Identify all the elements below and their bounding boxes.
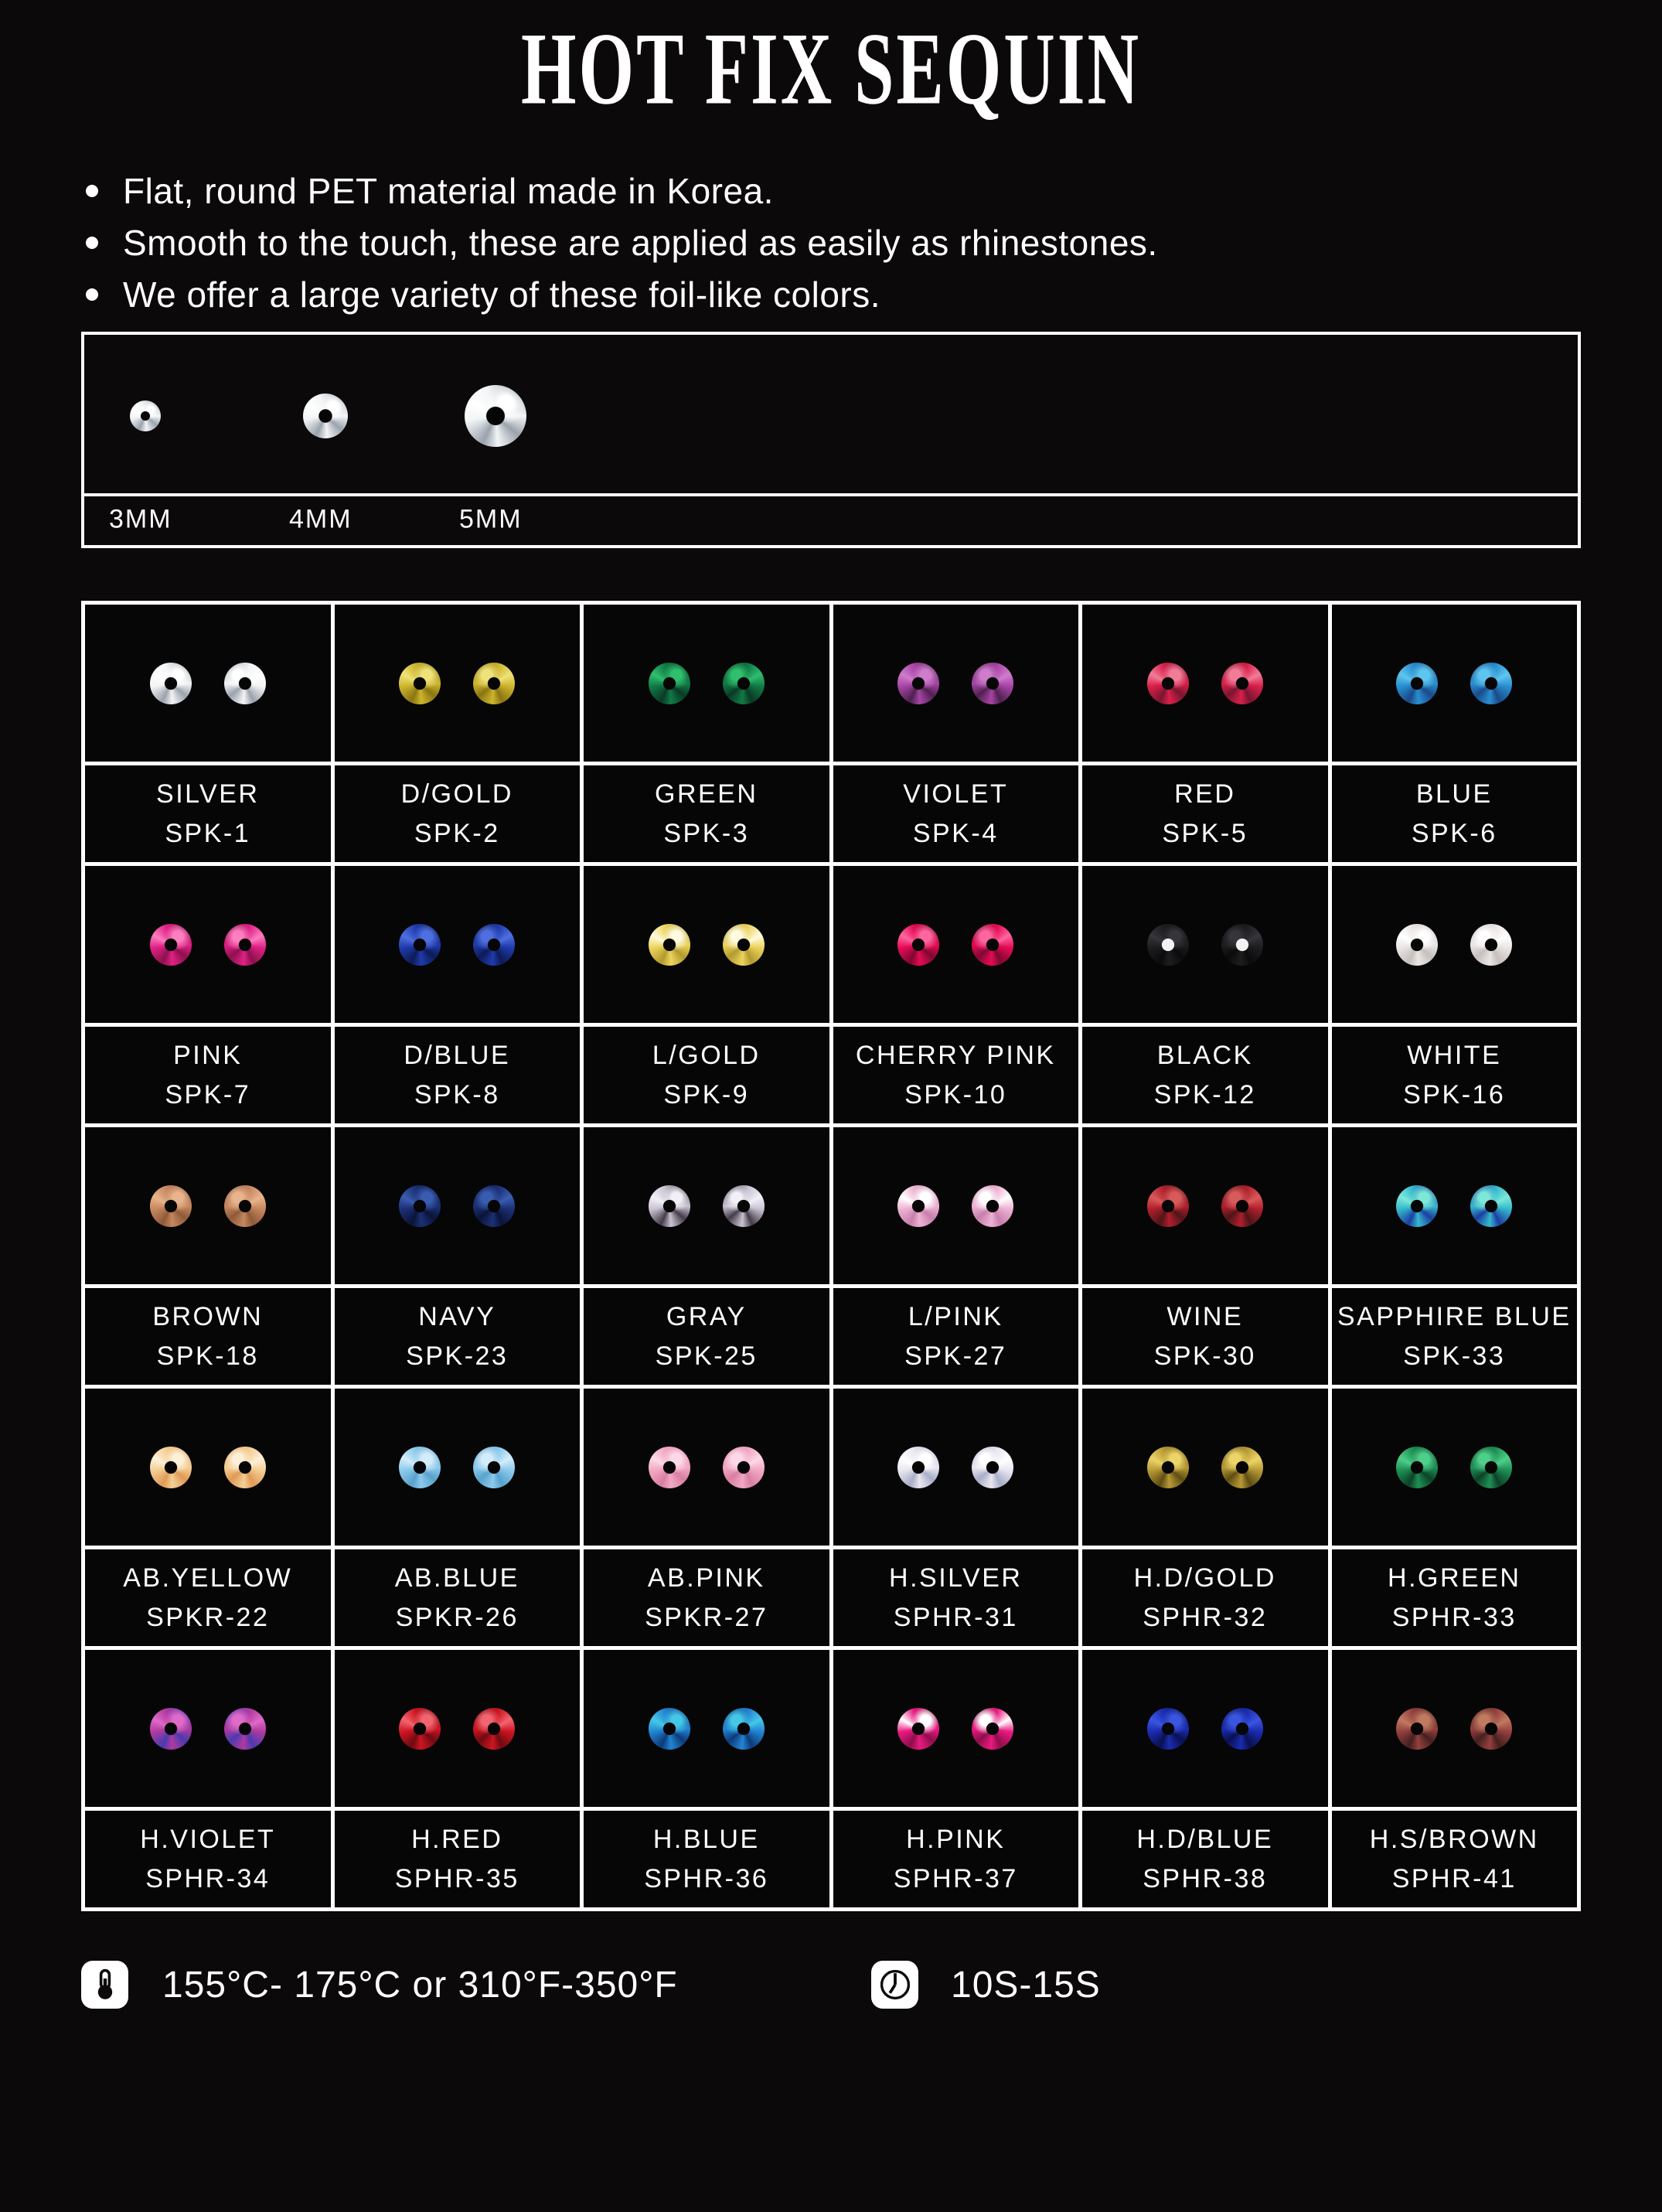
swatch-label-spk-27 [833,1288,1079,1385]
color-code: SPK-5 [1162,818,1248,848]
swatch-label-sphr-34 [85,1811,331,1907]
sequin-swatch-spk-7 [85,866,331,1023]
color-code: SPK-12 [1153,1079,1256,1109]
color-name: CHERRY PINK [855,1040,1056,1070]
sequin-sample-5mm [465,385,526,447]
color-name: H.D/BLUE [1136,1824,1274,1854]
sequin-sample [649,663,690,704]
sequin-sample [649,1447,690,1488]
temperature-range: 155°C- 175°C or 310°F-350°F [162,1965,678,2006]
sequin-sample [1470,663,1512,704]
sequin-swatch-spkr-27 [584,1389,829,1546]
sequin-swatch-spk-25 [584,1127,829,1284]
sequin-sample [399,663,441,704]
sequin-swatch-spk-16 [1332,866,1578,1023]
sequin-swatch-sphr-35 [335,1650,581,1807]
swatch-label-sphr-32 [1082,1549,1328,1646]
sequin-swatch-sphr-41 [1332,1650,1578,1807]
swatch-label-spk-33 [1332,1288,1578,1385]
color-name: BROWN [152,1301,264,1331]
color-name: BLACK [1156,1040,1253,1070]
swatch-label-spk-25 [584,1288,829,1385]
color-code: SPK-4 [912,818,999,848]
sequin-sample [399,924,441,966]
sequin-sample [150,924,192,966]
color-code: SPHR-35 [394,1863,519,1893]
sequin-sample [1147,1447,1189,1488]
sequin-swatch-spkr-22 [85,1389,331,1546]
swatch-label-spk-10 [833,1027,1079,1123]
sequin-sample [972,1708,1013,1750]
size-chart-samples [84,335,1578,493]
color-name: SAPPHIRE BLUE [1337,1301,1572,1331]
swatch-label-sphr-41 [1332,1811,1578,1907]
thermometer-icon [81,1961,128,2009]
swatch-label-spk-6 [1332,765,1578,862]
swatch-label-spk-16 [1332,1027,1578,1123]
sequin-sample [1396,1185,1438,1227]
sequin-swatch-spk-9 [584,866,829,1023]
color-code: SPKR-27 [645,1602,768,1632]
sequin-swatch-spk-10 [833,866,1079,1023]
swatch-label-spkr-27 [584,1549,829,1646]
sequin-swatch-spk-4 [833,605,1079,762]
sequin-sample [649,1185,690,1227]
sequin-sample [1221,1447,1263,1488]
color-code: SPHR-31 [893,1602,1018,1632]
swatch-label-spk-12 [1082,1027,1328,1123]
sequin-swatch-spk-3 [584,605,829,762]
sequin-sample [1147,924,1189,966]
sequin-swatch-spk-30 [1082,1127,1328,1284]
sequin-sample [224,924,266,966]
color-name: L/PINK [908,1301,1003,1331]
sequin-sample [723,663,765,704]
color-code: SPHR-38 [1143,1863,1268,1893]
sequin-swatch-spk-5 [1082,605,1328,762]
sequin-sample [224,1708,266,1750]
sequin-sample [723,1185,765,1227]
color-name: H.PINK [906,1824,1006,1854]
sequin-swatch-sphr-33 [1332,1389,1578,1546]
color-name: H.SILVER [889,1563,1023,1593]
sequin-sample [1396,1708,1438,1750]
application-info [81,1961,1581,2010]
color-name: WHITE [1407,1040,1502,1070]
swatch-label-sphr-38 [1082,1811,1328,1907]
sequin-sample [723,1447,765,1488]
sequin-sample [897,663,939,704]
sequin-swatch-spk-33 [1332,1127,1578,1284]
sequin-swatch-sphr-32 [1082,1389,1328,1546]
sequin-swatch-spk-23 [335,1127,581,1284]
feature-bullets [81,165,1581,321]
swatch-label-sphr-36 [584,1811,829,1907]
color-code: SPK-23 [406,1341,509,1371]
color-name: D/BLUE [404,1040,511,1070]
color-code: SPK-1 [165,818,251,848]
swatch-label-sphr-35 [335,1811,581,1907]
sequin-swatch-sphr-38 [1082,1650,1328,1807]
color-name: RED [1174,779,1236,809]
color-name: L/GOLD [652,1040,761,1070]
sequin-sample [224,663,266,704]
color-code: SPK-9 [663,1079,750,1109]
color-name: H.GREEN [1388,1563,1521,1593]
sequin-sample [1221,663,1263,704]
sequin-swatch-spk-27 [833,1127,1079,1284]
sequin-sample [1396,1447,1438,1488]
sequin-sample [897,1708,939,1750]
color-code: SPK-10 [904,1079,1007,1109]
sequin-sample [1147,1185,1189,1227]
sequin-swatch-spk-18 [85,1127,331,1284]
sequin-sample [399,1185,441,1227]
color-name: AB.BLUE [394,1563,519,1593]
sequin-sample [897,1185,939,1227]
color-name: H.S/BROWN [1369,1824,1539,1854]
sequin-swatch-spk-12 [1082,866,1328,1023]
sequin-swatch-sphr-36 [584,1650,829,1807]
sequin-sample [1470,1447,1512,1488]
sequin-sample [972,1185,1013,1227]
swatch-label-spk-4 [833,765,1079,862]
swatch-label-spkr-22 [85,1549,331,1646]
sequin-sample [473,1185,515,1227]
sequin-sample [1147,663,1189,704]
sequin-sample [473,1708,515,1750]
size-chart-labels [84,496,1578,542]
header [81,11,1581,158]
sequin-sample [972,924,1013,966]
sequin-sample [649,1708,690,1750]
size-label-4mm: 4MM [289,504,352,533]
color-code: SPK-27 [904,1341,1007,1371]
sequin-sample [473,663,515,704]
sequin-sample [150,663,192,704]
sequin-sample [224,1185,266,1227]
sequin-sample [399,1708,441,1750]
sequin-sample [897,924,939,966]
bullet-item: Smooth to the touch, these are applied as easily as rhinestones. [81,217,1581,269]
sequin-sample [897,1447,939,1488]
sequin-sample [150,1708,192,1750]
sequin-swatch-spk-1 [85,605,331,762]
press-time: 10S-15S [951,1965,1101,2006]
sequin-sample [150,1185,192,1227]
bullet-item: We offer a large variety of these foil-like colors. [81,269,1581,321]
sequin-swatch-spk-6 [1332,605,1578,762]
color-code: SPK-18 [156,1341,259,1371]
color-code: SPKR-26 [395,1602,519,1632]
sequin-sample [723,924,765,966]
color-name: H.BLUE [652,1824,760,1854]
color-code: SPHR-37 [893,1863,1018,1893]
sequin-swatch-sphr-37 [833,1650,1079,1807]
sequin-sample [972,663,1013,704]
color-code: SPK-16 [1403,1079,1506,1109]
bullet-item: Flat, round PET material made in Korea. [81,165,1581,217]
swatch-label-spk-3 [584,765,829,862]
swatch-label-spk-1 [85,765,331,862]
color-code: SPHR-41 [1391,1863,1517,1893]
color-code: SPK-2 [414,818,500,848]
sequin-sample [1396,663,1438,704]
sequin-sample [1470,924,1512,966]
sequin-sample [150,1447,192,1488]
size-label-5mm: 5MM [459,504,523,533]
sequin-sample [972,1447,1013,1488]
color-code: SPK-3 [663,818,750,848]
sequin-sample [473,924,515,966]
color-swatch-table [81,601,1581,1911]
color-code: SPK-33 [1403,1341,1506,1371]
size-label-3mm: 3MM [109,504,172,533]
sequin-sample [473,1447,515,1488]
color-name: PINK [173,1040,243,1070]
swatch-label-sphr-37 [833,1811,1079,1907]
color-code: SPHR-36 [644,1863,769,1893]
sequin-sample [1470,1708,1512,1750]
color-code: SPHR-32 [1143,1602,1268,1632]
sequin-swatch-spkr-26 [335,1389,581,1546]
swatch-label-spk-23 [335,1288,581,1385]
color-name: GREEN [655,779,758,809]
swatch-label-sphr-31 [833,1549,1079,1646]
sequin-sample [1470,1185,1512,1227]
swatch-label-spk-2 [335,765,581,862]
clock-icon [871,1961,918,2009]
color-code: SPK-30 [1153,1341,1256,1371]
color-name: H.VIOLET [140,1824,276,1854]
size-chart [81,332,1581,548]
sequin-swatch-sphr-34 [85,1650,331,1807]
sequin-swatch-sphr-31 [833,1389,1079,1546]
swatch-label-spkr-26 [335,1549,581,1646]
swatch-label-sphr-33 [1332,1549,1578,1646]
color-code: SPK-6 [1411,818,1497,848]
color-name: AB.PINK [647,1563,765,1593]
sequin-sample [1221,1708,1263,1750]
color-name: NAVY [418,1301,496,1331]
sequin-sample [723,1708,765,1750]
color-name: WINE [1166,1301,1244,1331]
swatch-label-spk-7 [85,1027,331,1123]
swatch-label-spk-8 [335,1027,581,1123]
sequin-sample [1221,1185,1263,1227]
color-name: H.D/GOLD [1133,1563,1276,1593]
color-name: SILVER [156,779,260,809]
color-code: SPKR-22 [146,1602,270,1632]
sequin-sample [399,1447,441,1488]
sequin-sample [649,924,690,966]
sequin-swatch-spk-8 [335,866,581,1023]
page-title: HOT FIX SEQUIN [520,11,1142,126]
color-code: SPK-25 [655,1341,758,1371]
color-name: H.RED [411,1824,503,1854]
color-code: SPK-8 [414,1079,500,1109]
sequin-sample [1221,924,1263,966]
sequin-sample-4mm [303,394,348,438]
color-code: SPHR-33 [1391,1602,1517,1632]
sequin-sample [224,1447,266,1488]
color-name: VIOLET [903,779,1009,809]
swatch-label-spk-9 [584,1027,829,1123]
color-name: AB.YELLOW [123,1563,293,1593]
sequin-sample-3mm [130,400,161,431]
color-name: D/GOLD [400,779,513,809]
color-code: SPHR-34 [145,1863,271,1893]
swatch-label-spk-30 [1082,1288,1328,1385]
color-name: BLUE [1415,779,1493,809]
swatch-label-spk-18 [85,1288,331,1385]
color-code: SPK-7 [165,1079,251,1109]
sequin-swatch-spk-2 [335,605,581,762]
sequin-sample [1396,924,1438,966]
swatch-label-spk-5 [1082,765,1328,862]
sequin-sample [1147,1708,1189,1750]
color-name: GRAY [666,1301,747,1331]
